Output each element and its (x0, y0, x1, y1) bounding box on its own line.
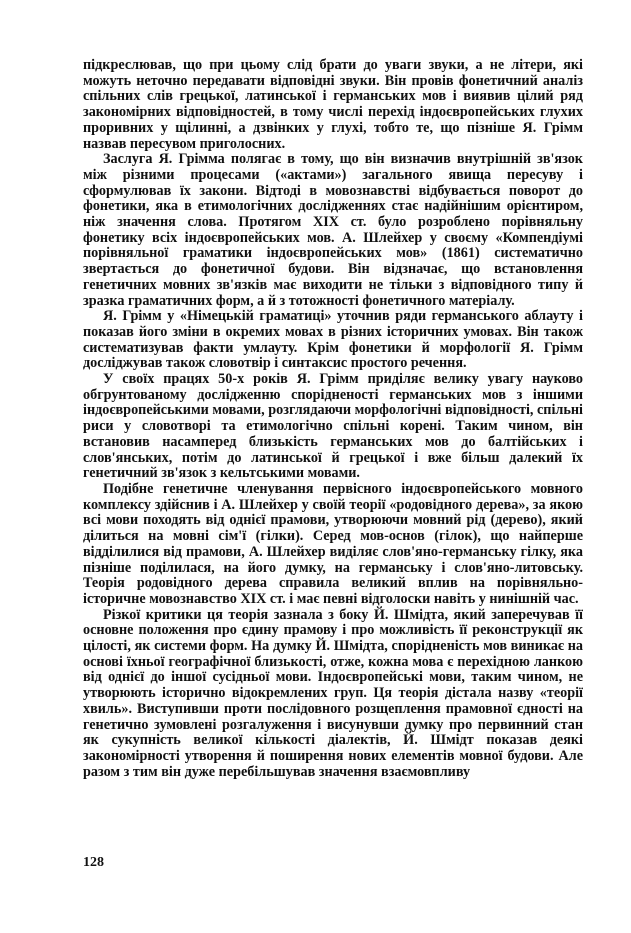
paragraph-5: Подібне генетичне членування первісного індоєвропейського мовного комплексу здійснив і А. Шлейхер у своїй теорії «родовідного дерева», за якою всі мови походять від однієї прамови, утворюючи мовний рід (дерево), який ділиться на мовні сім'ї (гілки). Серед мов-основ (гілок), що найперше відділилися від прамови, А. Шлейхер виділяє слов'яно-германську гілку, яка пізніше поділилася, на його думку, на германську і слов'яно-литовську. Теорія родовідного дерева справила великий вплив на порівняльно-історичне мовознавство XIX ст. і має певні відголоски навіть у нинішній час. (83, 480, 583, 607)
page-number: 128 (83, 855, 104, 870)
paragraph-3: Я. Грімм у «Німецькій граматиці» уточнив ряди германського аблауту і показав його зміни в окремих мовах в різних історичних умовах. Він також систематизував факти умлауту. Крім фонетики й морфології Я. Грімм досліджував також словотвір і синтаксис простого речення. (83, 308, 583, 372)
paragraph-6: Різкої критики ця теорія зазнала з боку Й. Шмідта, який заперечував її основне положення про єдину прамову і про можливість її реконструкції як цілості, як системи форм. На думку Й. Шмідта, спорідненість мов виникає на основі їхньої географічної близькості, отже, кожна мова є перехідною ланкою від однієї до іншої сусідньої мови. Індоєвропейські мови, таким чином, не утворюють історично відокремлених груп. Ця теорія дістала назву «теорії хвиль». Виступивши проти послідовного розщеплення прамовної єдності на генетично зумовлені розгалуження і висунувши думку про первинний стан як сукупність великої кількості діалектів, Й. Шмідт показав деякі закономірності утворення й поширення нових елементів мовної будови. Але разом з тим він дуже перебільшував значення взаємовпливу (83, 606, 583, 780)
paragraph-2: Заслуга Я. Грімма полягає в тому, що він визначив внутрішній зв'язок між різними процесами («актами») загального явища пересуву і сформулював їх закони. Відтоді в мовознавстві відбувається поворот до фонетики, яка в етимологічних дослідженнях стає надійнішим орієнтиром, ніж значення слова. Протягом XIX ст. було розроблено порівняльну фонетику всіх індоєвропейських мов. А. Шлейхер у своєму «Компендіумі порівняльної граматики індоєвропейських мов» (1861) систематично звертається до фонетичної будови. Він відзначає, що встановлення генетичних мовних зв'язків має виходити не тільки з відповідного типу й зразка граматичних форм, а й з тотожності фонетичного матеріалу. (83, 151, 583, 309)
paragraph-4: У своїх працях 50-х років Я. Грімм приділяє велику увагу науково обгрунтованому дослідженню спорідненості германських мов з іншими індоєвропейськими мовами, розглядаючи морфологічні відповідності, спільні риси у словотворі та етимологічно спільні корені. Таким чином, він встановив насамперед близькість германських мов до балтійських і слов'янських, потім до латинської й грецької і вже більш далекий їх генетичний зв'язок з кельтськими мовами. (83, 371, 583, 482)
paragraph-1: підкреслював, що при цьому слід брати до уваги звуки, а не літери, які можуть неточно передавати відповідні звуки. Він провів фонетичний аналіз спільних слів грецької, латинської і германських мов і виявив цілий ряд закономірних відповідностей, в тому числі перехід індоєвропейських глухих проривних у щілинні, а дзвінких у глухі, тобто те, що пізніше Я. Грімм назвав пересувом приголосних. (83, 57, 583, 152)
page-body (83, 58, 583, 780)
